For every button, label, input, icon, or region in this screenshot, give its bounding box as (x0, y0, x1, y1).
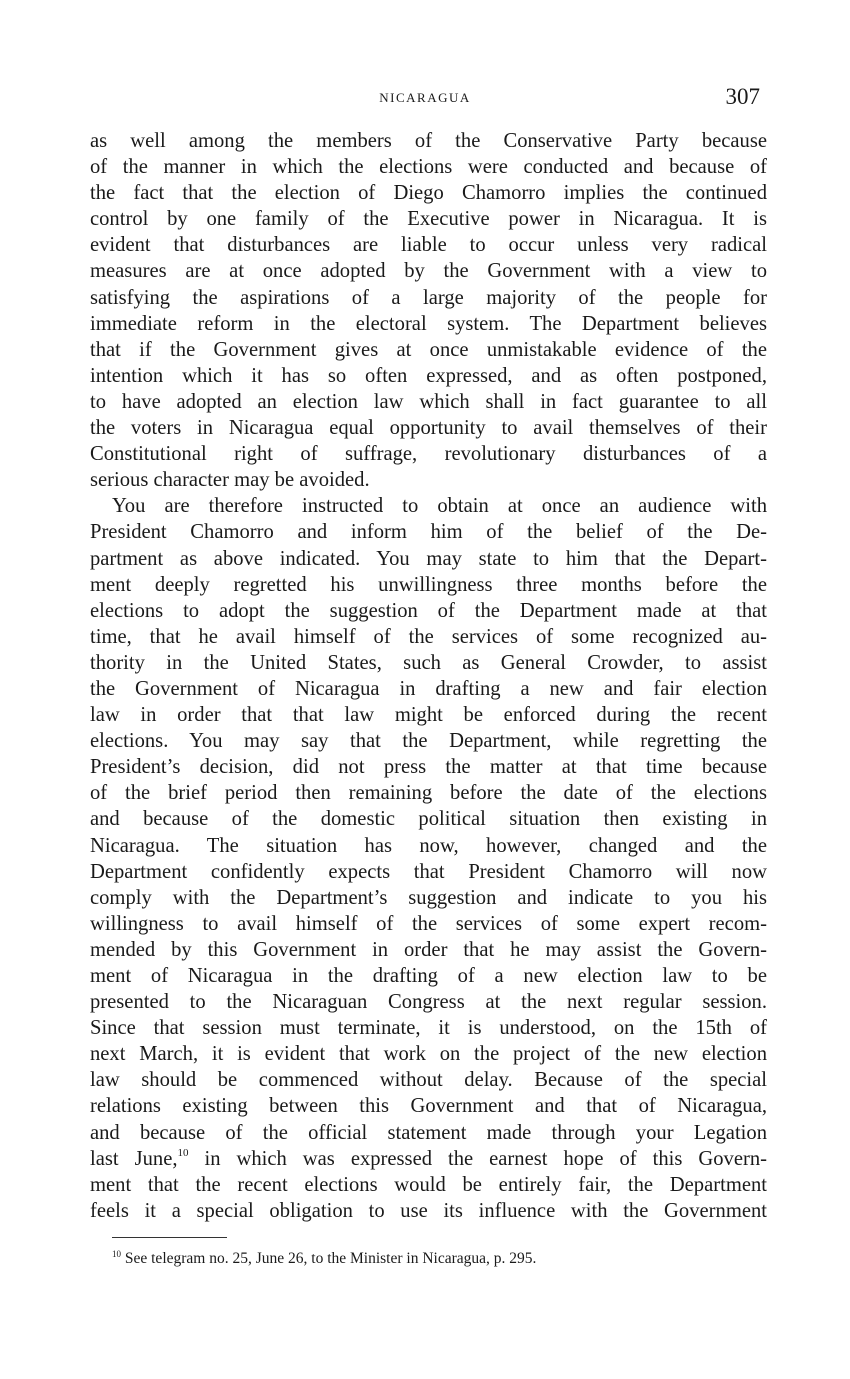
text-line: President Chamorro and inform him of the belief of the De- (90, 521, 767, 544)
text-line: presented to the Nicaraguan Congress at the next regular session. (90, 991, 767, 1014)
footnote-text: See telegram no. 25, June 26, to the Minister in Nicaragua, p. 295. (121, 1250, 537, 1267)
footnote-reference[interactable]: 10 (177, 1146, 189, 1159)
footnote (112, 1250, 536, 1268)
text-line: President’s decision, did not press the matter at that time because (90, 756, 767, 779)
text-line: that if the Government gives at once unmistakable evidence of the (90, 338, 767, 361)
text-line: and because of the domestic political situation then existing in (90, 808, 767, 831)
text-line: measures are at once adopted by the Government with a view to (90, 260, 767, 283)
text-line: intention which it has so often expressed, and as often postponed, (90, 364, 767, 387)
body-text (90, 128, 767, 1224)
text-line: thority in the United States, such as General Crowder, to assist (90, 651, 767, 674)
footnote-marker: 10 (112, 1249, 121, 1259)
text-line: feels it a special obligation to use its influence with the Government (90, 1199, 767, 1222)
text-line: law should be commenced without delay. Because of the special (90, 1069, 767, 1092)
text-line: ment deeply regretted his unwillingness three months before the (90, 573, 767, 596)
text-line: as well among the members of the Conservative Party because (90, 130, 767, 152)
text-line: time, that he avail himself of the services of some recognized au- (90, 625, 767, 648)
running-head (90, 84, 760, 114)
text-line: mended by this Government in order that he may assist the Govern- (90, 938, 767, 961)
text-line: Nicaragua. The situation has now, however, changed and the (90, 834, 767, 857)
text-line: ment of Nicaragua in the drafting of a new election law to be (90, 965, 767, 987)
page-number: 307 (725, 84, 760, 109)
text-line: evident that disturbances are liable to occur unless very radical (90, 234, 767, 257)
text-line: of the brief period then remaining before the date of the elections (90, 782, 767, 805)
text-line: partment as above indicated. You may state to him that the Depart- (90, 547, 767, 570)
text-line: willingness to avail himself of the services of some expert recom- (90, 912, 767, 935)
text-line: relations existing between this Government and that of Nicaragua, (90, 1095, 767, 1118)
footnote-divider (112, 1237, 227, 1238)
paragraph (90, 493, 767, 1224)
text-line: serious character may be avoided. (90, 469, 370, 492)
text-line: comply with the Department’s suggestion and indicate to you his (90, 886, 767, 909)
text-line: next March, it is evident that work on the project of the new election (90, 1043, 767, 1066)
text-line: Constitutional right of suffrage, revolutionary disturbances of a (90, 443, 767, 466)
text-line: elections. You may say that the Department, while regretting the (90, 730, 767, 753)
text-line: of the manner in which the elections were conducted and because of (90, 156, 767, 179)
text-line (90, 1146, 767, 1172)
text-line: immediate reform in the electoral system. The Department believes (90, 312, 767, 335)
text-line: law in order that that law might be enforced during the recent (90, 704, 767, 727)
text-segment: in which was expressed the earnest hope of this Govern- (188, 1147, 767, 1170)
text-line: elections to adopt the suggestion of the Department made at that (90, 599, 767, 622)
text-line: ment that the recent elections would be entirely fair, the Department (90, 1173, 767, 1196)
text-line: Since that session must terminate, it is understood, on the 15th of (90, 1017, 767, 1040)
text-segment: last June, (90, 1147, 178, 1170)
text-line: satisfying the aspirations of a large majority of the people for (90, 286, 767, 309)
text-line: the Government of Nicaragua in drafting a new and fair election (90, 677, 767, 700)
text-line: control by one family of the Executive power in Nicaragua. It is (90, 208, 767, 231)
text-line: You are therefore instructed to obtain at once an audience with (112, 495, 767, 518)
text-line: and because of the official statement made through your Legation (90, 1121, 767, 1144)
running-title: NICARAGUA (379, 90, 471, 105)
text-line: the voters in Nicaragua equal opportunity to avail themselves of their (90, 417, 767, 440)
text-line: to have adopted an election law which shall in fact guarantee to all (90, 390, 767, 413)
text-line: the fact that the election of Diego Chamorro implies the continued (90, 182, 767, 205)
paragraph (90, 128, 767, 493)
text-line: Department confidently expects that President Chamorro will now (90, 860, 767, 883)
